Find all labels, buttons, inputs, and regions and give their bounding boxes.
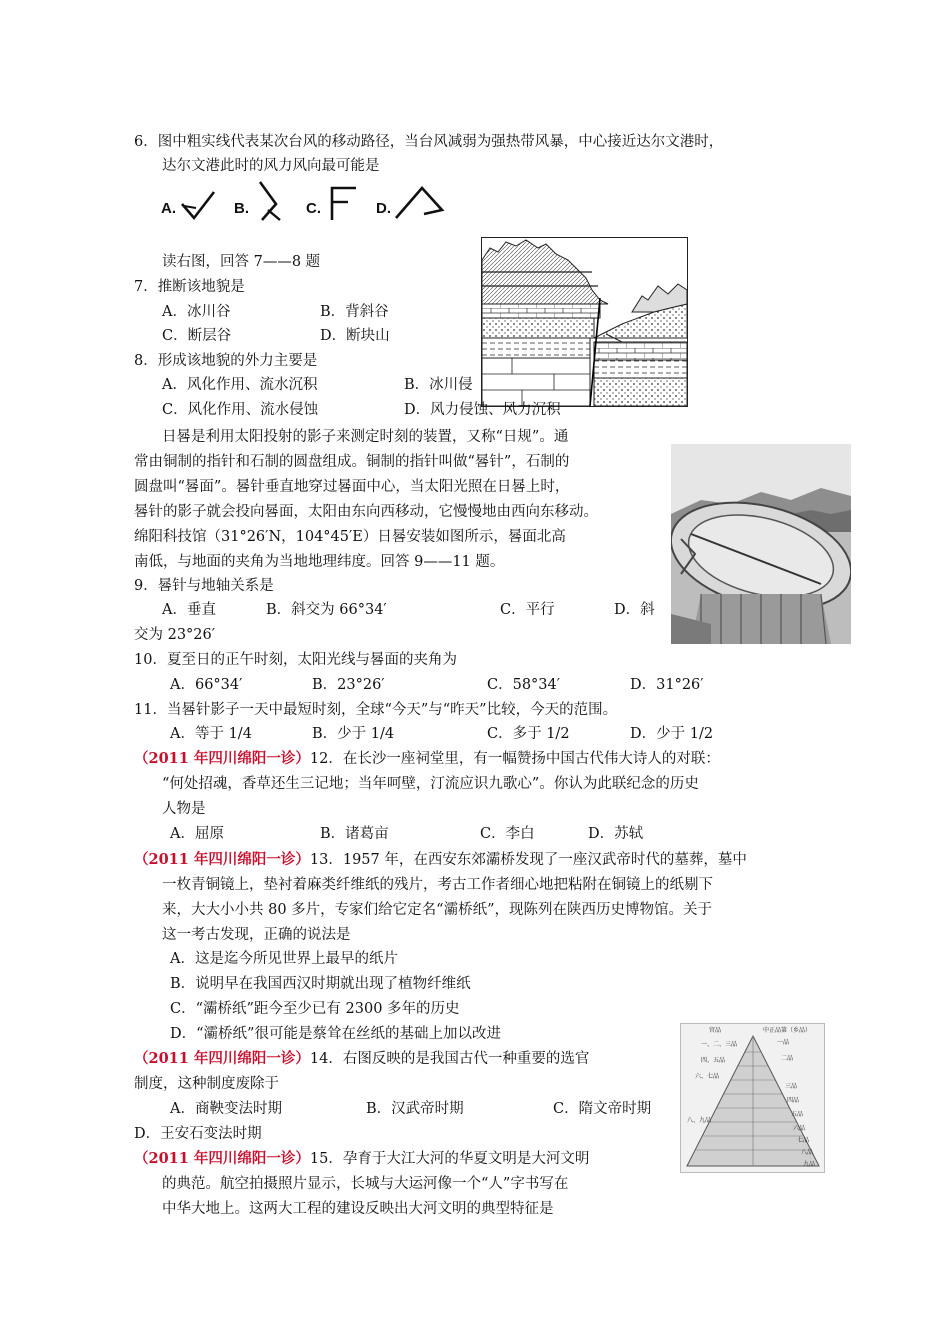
q13-stem-line2: 一枚青铜镜上，垫衬着麻类纤维纸的残片，考古工作者细心地把粘附在铜镜上的纸剔下	[162, 877, 713, 893]
q14-option-c: C．隋文帝时期	[553, 1101, 652, 1117]
q13-stem-line3: 来，大大小小共 80 多片，专家们给它定名“灞桥纸”，现陈列在陕西历史博物馆。关于	[162, 902, 712, 918]
q15-stem-line1: 15．孕育于大江大河的华夏文明是大河文明	[309, 1151, 590, 1167]
q9-option-b: B．斜交为 66°34′	[266, 602, 387, 618]
q8-option-c: C．风化作用、流水侵蚀	[162, 402, 319, 418]
q7-stem: 7．推断该地貌是	[134, 279, 245, 295]
q14-stem-line2: 制度，这种制度废除于	[134, 1076, 279, 1092]
q12-source-tag: （2011 年四川绵阳一诊）	[134, 750, 310, 767]
q12-line1	[134, 748, 720, 770]
q15-line1	[134, 1148, 589, 1170]
q6-stem-line1: 6．图中粗实线代表某次台风的移动路径，当台风减弱为强热带风暴，中心接近达尔文港时，	[134, 134, 724, 150]
q13-source-tag: （2011 年四川绵阳一诊）	[134, 851, 310, 868]
q13-stem-line4: 这一考古发现，正确的说法是	[162, 927, 351, 943]
q14-source-tag: （2011 年四川绵阳一诊）	[134, 1050, 310, 1067]
sundial-photo-drawing	[671, 444, 851, 644]
q11-option-d: D．少于 1/2	[630, 726, 714, 742]
wind-option-a-label: A.	[161, 200, 176, 217]
wind-symbols-figure	[158, 180, 448, 222]
pyramid-right-level-4: 四品	[787, 1097, 800, 1104]
sundial-para-line1: 日晷是利用太阳投射的影子来测定时刻的装置，又称“日规”。通	[162, 429, 569, 445]
q8-option-d: D．风力侵蚀、风力沉积	[404, 402, 561, 418]
nine-rank-system-pyramid-figure	[680, 1023, 825, 1173]
pyramid-right-level-8: 八品	[801, 1149, 814, 1156]
pyramid-right-level-1: 一品	[777, 1039, 790, 1046]
q15-stem-line2: 的典范。航空拍摄照片显示，长城与大运河像一个“人”字书写在	[162, 1176, 569, 1192]
q15-stem-line3: 中华大地上。这两大工程的建设反映出大河文明的典型特征是	[162, 1201, 554, 1217]
q12-option-a: A．屈原	[170, 826, 224, 842]
q13-stem-line1: 13．1957 年，在西安东郊灞桥发现了一座汉武帝时代的墓葬，墓中	[309, 852, 747, 868]
sundial-para-line3: 圆盘叫“晷面”。晷针垂直地穿过晷面中心，当太阳光照在日晷上时，	[134, 479, 570, 495]
sundial-para-line5: 绵阳科技馆（31°26′N，104°45′E）日晷安装如图所示，晷面北高	[134, 529, 566, 545]
q8-option-b: B．冰川侵	[404, 377, 473, 393]
pyramid-left-level-2: 四、五品	[701, 1057, 726, 1064]
wind-option-d-label: D.	[376, 200, 391, 217]
q13-option-c: C．“灞桥纸”距今至少已有 2300 多年的历史	[170, 1001, 460, 1017]
wind-barb-d-icon	[394, 184, 446, 220]
q7-option-b: B．背斜谷	[320, 304, 389, 320]
intro-7-8: 读右图，回答 7——8 题	[162, 254, 321, 270]
pyramid-left-level-1: 一、二、三品	[701, 1041, 738, 1048]
q11-option-b: B．少于 1/4	[312, 726, 395, 742]
q12-option-b: B．诸葛亩	[320, 826, 389, 842]
q7-option-c: C．断层谷	[162, 328, 232, 344]
q9-stem: 9．晷针与地轴关系是	[134, 578, 274, 594]
sundial-photo	[671, 444, 851, 644]
wind-option-b-label: B.	[234, 200, 249, 217]
pyramid-right-level-9: 九品	[803, 1161, 816, 1168]
pyramid-right-level-2: 二品	[781, 1055, 794, 1062]
q9-option-d: D．斜	[614, 602, 655, 618]
q12-stem-line1: 12．在长沙一座祠堂里，有一幅赞扬中国古代伟大诗人的对联：	[309, 751, 720, 767]
q8-stem: 8．形成该地貌的外力主要是	[134, 353, 318, 369]
q13-option-b: B．说明早在我国西汉时期就出现了植物纤维纸	[170, 976, 471, 992]
q10-option-c: C．58°34′	[487, 677, 561, 693]
q15-source-tag: （2011 年四川绵阳一诊）	[134, 1150, 310, 1167]
q7-option-d: D．断块山	[320, 328, 390, 344]
q14-line1	[134, 1048, 589, 1070]
q9-option-c: C．平行	[500, 602, 555, 618]
pyramid-right-level-3: 三品	[785, 1083, 798, 1090]
landform-cross-section-figure	[481, 237, 688, 407]
q10-stem: 10．夏至日的正午时刻，太阳光线与晷面的夹角为	[134, 652, 457, 668]
q13-option-a: A．这是迄今所见世界上最早的纸片	[170, 951, 398, 967]
q9-option-d-continued: 交为 23°26′	[134, 627, 216, 643]
q10-option-a: A．66°34′	[170, 677, 243, 693]
q7-option-a: A．冰川谷	[162, 304, 231, 320]
q12-option-d: D．苏轼	[588, 826, 644, 842]
sundial-para-line2: 常由铜制的指针和石制的圆盘组成。铜制的指针叫做“晷针”，石制的	[134, 454, 570, 470]
q8-option-a: A．风化作用、流水沉积	[162, 377, 318, 393]
pyramid-left-level-3: 六、七品	[695, 1073, 720, 1080]
q6-stem-line2: 达尔文港此时的风力风向最可能是	[162, 158, 380, 174]
q11-option-a: A．等于 1/4	[170, 726, 252, 742]
q12-stem-line2: “何处招魂，香草还生三记地；当年呵壁，汀流应识九歌心”。你认为此联纪念的历史	[162, 776, 699, 792]
q13-option-d: D．“灞桥纸”很可能是蔡耸在丝纸的基础上加以改进	[170, 1026, 501, 1042]
q11-stem: 11．当晷针影子一天中最短时刻，全球“今天”与“昨天”比较，今天的范围。	[134, 702, 618, 718]
landform-diagram	[482, 238, 687, 406]
q9-option-a: A．垂直	[162, 602, 216, 618]
pyramid-left-level-4: 八、九品	[687, 1117, 712, 1124]
q14-option-b: B．汉武帝时期	[366, 1101, 464, 1117]
wind-barb-b-icon	[254, 180, 286, 222]
wind-barb-c-icon	[326, 184, 360, 222]
sundial-para-line4: 晷针的影子就会投向晷面，太阳由东向西移动，它慢慢地由西向东移动。	[134, 504, 598, 520]
q14-option-d: D．王安石变法时期	[134, 1126, 262, 1142]
q13-line1	[134, 849, 747, 871]
q14-option-a: A．商鞅变法时期	[170, 1101, 282, 1117]
pyramid-right-level-7: 七品	[797, 1137, 810, 1144]
sundial-para-line6: 南低，与地面的夹角为当地地理纬度。回答 9——11 题。	[134, 554, 505, 570]
q12-stem-line3: 人物是	[162, 801, 206, 817]
q14-stem-line1: 14．右图反映的是我国古代一种重要的选官	[309, 1051, 590, 1067]
q12-option-c: C．李白	[480, 826, 535, 842]
q10-option-d: D．31°26′	[630, 677, 704, 693]
q11-option-c: C．多于 1/2	[487, 726, 570, 742]
wind-option-c-label: C.	[306, 200, 321, 217]
pyramid-left-header: 官品	[709, 1027, 722, 1034]
pyramid-diagram	[681, 1024, 824, 1172]
pyramid-right-header: 中正品第（乡品）	[763, 1027, 812, 1034]
pyramid-right-level-6: 六品	[793, 1125, 806, 1132]
q10-option-b: B．23°26′	[312, 677, 385, 693]
wind-barb-a-icon	[178, 188, 218, 222]
pyramid-right-level-5: 五品	[791, 1111, 804, 1118]
